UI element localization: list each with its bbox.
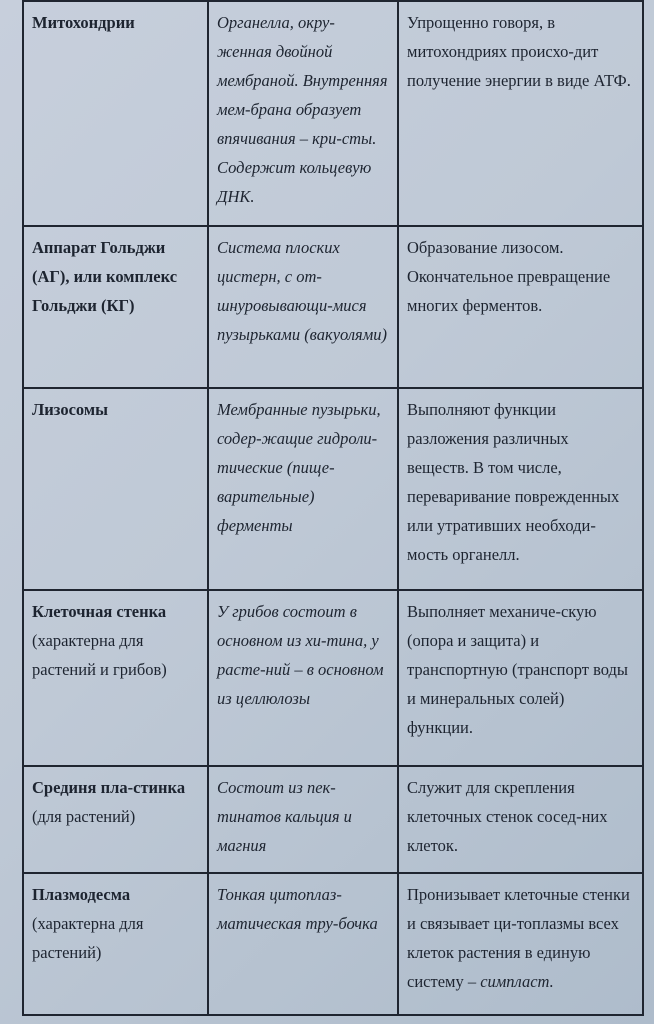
organelle-name-cell	[23, 590, 208, 766]
organelle-name: Срединя пла-стинка	[32, 778, 186, 797]
organelle-note: (характерна для растений)	[32, 914, 144, 962]
function-cell: Выполняют функции разложения различных веществ. В том числе, переваривание поврежденных или утративших необходи-мость органелл.	[398, 388, 643, 590]
structure-cell: У грибов состоит в основном из хи-тина, у расте-ний – в основном из целлюлозы	[208, 590, 398, 766]
structure-cell: Мембранные пузырьки, содер-жащие гидроли-тические (пище-варительные) ферменты	[208, 388, 398, 590]
structure-cell: Тонкая цитоплаз-матическая тру-бочка	[208, 873, 398, 1015]
structure-cell: Состоит из пек-тинатов кальция и магния	[208, 766, 398, 873]
structure-cell: Система плоских цистерн, с от-шнуровывающи-мися пузырьками (вакуолями)	[208, 226, 398, 388]
organelle-name-cell	[23, 388, 208, 590]
structure-cell: Органелла, окру-женная двойной мембраной. Внутренняя мем-брана образует впячивания – кри-сты. Содержит кольцевую ДНК.	[208, 1, 398, 226]
organelle-note: (характерна для растений и грибов)	[32, 631, 167, 679]
organelle-name: Плазмодесма	[32, 885, 131, 904]
table-row	[23, 590, 643, 766]
table-row	[23, 766, 643, 873]
function-cell: Служит для скрепления клеточных стенок сосед-них клеток.	[398, 766, 643, 873]
organelle-name-cell	[23, 226, 208, 388]
table-row	[23, 226, 643, 388]
organelle-name: Аппарат Гольджи (АГ), или комплекс Гольджи (КГ)	[32, 238, 178, 315]
organelle-name-cell	[23, 873, 208, 1015]
function-cell: Упрощенно говоря, в митохондриях происхо-дит получение энергии в виде АТФ.	[398, 1, 643, 226]
table-row	[23, 873, 643, 1015]
table-row	[23, 388, 643, 590]
function-cell	[398, 873, 643, 1015]
organelle-name: Митохондрии	[32, 13, 135, 32]
organelle-note: (для растений)	[32, 807, 136, 826]
function-text: Пронизывает клеточные стенки и связывает ци-топлазмы всех клеток растения в единую систему –	[407, 885, 630, 991]
function-cell: Выполняет механиче-скую (опора и защита) и транспортную (транспорт воды и минеральных солей) функции.	[398, 590, 643, 766]
function-cell: Образование лизосом. Окончательное превращение многих ферментов.	[398, 226, 643, 388]
function-term: симпласт.	[480, 972, 554, 991]
organelle-name-cell	[23, 766, 208, 873]
organelle-table	[22, 0, 644, 1016]
organelle-name: Клеточная стенка	[32, 602, 167, 621]
organelle-name: Лизосомы	[32, 400, 108, 419]
organelle-name-cell	[23, 1, 208, 226]
table-row	[23, 1, 643, 226]
